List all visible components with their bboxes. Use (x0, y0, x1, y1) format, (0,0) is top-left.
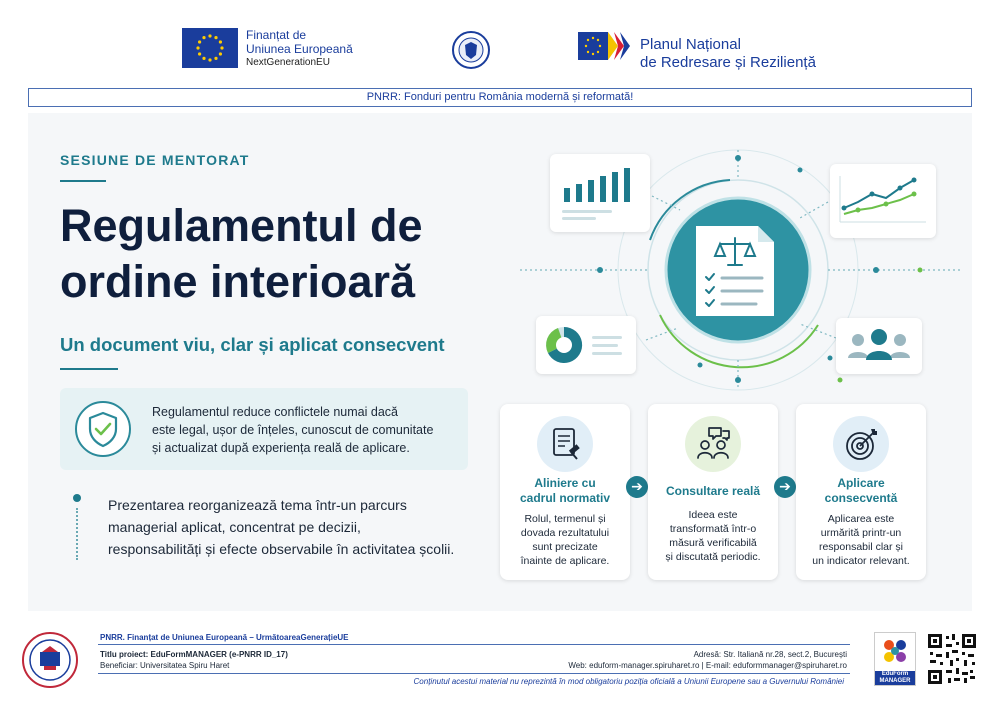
bar-chart-card (550, 154, 650, 232)
university-seal-icon (22, 632, 78, 688)
arrow-right-icon: ➔ (774, 476, 796, 498)
footer-funding-line: PNRR. Finanțat de Uniunea Europeană – UrmătoareaGenerațieUE (100, 633, 349, 642)
footer-contact-info: Adresă: Str. Italiană nr.28, sect.2, București Web: eduform-manager.spiruharet.ro | E-mail: eduformmanager@spiruharet.ro (568, 650, 847, 670)
key-message-callout (60, 388, 468, 470)
shield-check-icon (74, 400, 132, 458)
target-icon (833, 416, 889, 472)
footer-divider (98, 673, 850, 674)
pie-chart-card (536, 316, 636, 374)
footer-web-link[interactable]: Web: eduform-manager.spiruharet.ro | E-mail: eduformmanager@spiruharet.ro (568, 661, 847, 670)
step-description: Ideea este transformată într-o măsură verificabilă și discutată periodic. (665, 509, 761, 563)
bullet-dot (73, 494, 81, 502)
page-subtitle: Un document viu, clar și aplicat consecvent (60, 334, 445, 355)
step-title: Aliniere cu cadrul normativ (519, 476, 611, 505)
page-title: Regulamentul de ordine interioară (60, 200, 423, 307)
step-description: Aplicarea este urmărită printr-un responsabil clar și un indicator relevant. (812, 513, 910, 567)
presentation-description: Prezentarea reorganizează tema într-un parcurs managerial aplicat, concentrat pe decizii, responsabilități și efecte observabile în activitatea școlii. (108, 497, 455, 557)
footer-project-info: Titlu proiect: EduFormMANAGER (e-PNRR ID_17) Beneficiar: Universitatea Spiru Haret (100, 650, 288, 670)
bullet-dotted-line (76, 508, 78, 560)
arrow-right-icon: ➔ (626, 476, 648, 498)
step-description: Rolul, termenul și dovada rezultatului sunt precizate înainte de aplicare. (520, 513, 610, 567)
header (0, 0, 1000, 86)
step-title: Consultare reală (665, 484, 761, 498)
footer-disclaimer: Conținutul acestui material nu reprezintă în mod obligatoriu poziția oficială a Uniunii Europene sau a Guvernului României (413, 677, 844, 686)
step-card-alignment (500, 404, 630, 580)
callout-text: Regulamentul reduce conflictele numai dacă este legal, ușor de înțeles, cunoscut de comunitate și actualizat după experiența reală de aplicare. (152, 405, 434, 455)
line-chart-icon (830, 164, 936, 238)
pnrr-banner: PNRR: Fonduri pentru România modernă și reformată! (28, 88, 972, 107)
government-seal-icon (452, 31, 490, 69)
eduform-logo-icon (875, 633, 915, 671)
team-card (836, 318, 922, 374)
pie-chart-icon (536, 316, 636, 374)
bar-chart-icon (550, 154, 650, 232)
pnrr-text: Planul Național de Redresare și Reziliență (640, 36, 816, 71)
step-card-consultation (648, 404, 778, 580)
eu-funding-text: Finanțat de Uniunea Europeană NextGenerationEU (246, 28, 353, 68)
people-chat-icon (685, 416, 741, 472)
pnrr-logo-icon (578, 30, 634, 62)
subtitle-divider (60, 368, 118, 370)
step-card-application (796, 404, 926, 580)
regulation-infographic (500, 140, 970, 400)
step-title: Aplicare consecventă (824, 476, 898, 505)
eu-flag-icon (182, 28, 238, 68)
eduform-manager-logo: EduForm MANAGER (874, 632, 916, 686)
team-icon (836, 318, 922, 374)
footer-divider (98, 644, 850, 645)
kicker-divider (60, 180, 106, 182)
qr-code-icon[interactable] (926, 632, 978, 686)
document-gavel-icon (537, 416, 593, 472)
line-chart-card (830, 164, 936, 238)
session-kicker: SESIUNE DE MENTORAT (60, 152, 250, 168)
